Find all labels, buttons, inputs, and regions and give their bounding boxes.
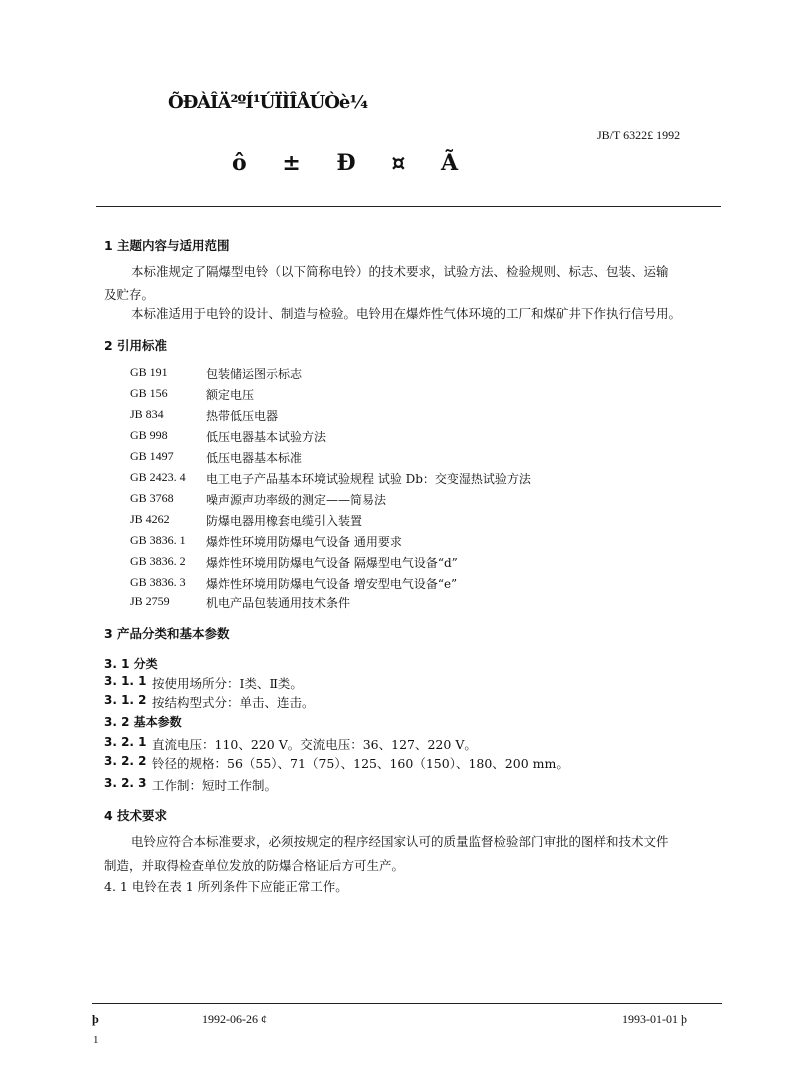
clause-3-1-1-number: 3. 1. 1 xyxy=(104,674,147,688)
reference-code: GB 191 xyxy=(130,365,168,379)
section-1-paragraph-2: 本标准适用于电铃的设计、制造与检验。电铃用在爆炸性气体环境的工厂和煤矿井下作执行信号用。 xyxy=(131,306,682,321)
section-4-paragraph-line-1: 电铃应符合本标准要求，必须按规定的程序经国家认可的质量监督检验部门审批的图样和技术文件 xyxy=(131,834,669,849)
section-1-heading: 1 主题内容与适用范围 xyxy=(104,238,230,253)
reference-code: GB 3836. 2 xyxy=(130,554,186,568)
reference-title: 电工电子产品基本环境试验规程 试验 Db：交变湿热试验方法 xyxy=(206,472,531,486)
reference-code: GB 998 xyxy=(130,428,168,442)
reference-title: 防爆电器用橡套电缆引入装置 xyxy=(206,514,363,528)
section-2-heading: 2 引用标准 xyxy=(104,338,168,353)
footer-divider xyxy=(92,1003,722,1004)
reference-code: JB 834 xyxy=(130,407,164,421)
reference-code: GB 3836. 1 xyxy=(130,533,186,547)
standard-number: JB/T 6322£ 1992 xyxy=(597,128,681,142)
footer-issuer-mark: þ xyxy=(92,1012,99,1026)
reference-code: JB 2759 xyxy=(130,594,170,608)
implementation-date: 1993-01-01 þ xyxy=(622,1012,687,1026)
header-divider xyxy=(96,206,721,207)
section-3-heading: 3 产品分类和基本参数 xyxy=(104,626,230,641)
clause-3-1-1-text: 按使用场所分：Ⅰ类、Ⅱ类。 xyxy=(152,676,303,691)
section-4-paragraph-line-2: 制造，并取得检查单位发放的防爆合格证后方可生产。 xyxy=(104,858,405,873)
reference-title: 低压电器基本标准 xyxy=(206,451,303,465)
reference-title: 机电产品包装通用技术条件 xyxy=(206,596,351,610)
clause-3-2-2-number: 3. 2. 2 xyxy=(104,754,147,768)
reference-code: JB 4262 xyxy=(130,512,170,526)
clause-3-2-1-number: 3. 2. 1 xyxy=(104,735,147,749)
page-number: 1 xyxy=(93,1034,99,1046)
clause-3-1-2-text: 按结构型式分：单击、连击。 xyxy=(152,695,315,710)
section-3-2-heading: 3. 2 基本参数 xyxy=(104,715,182,729)
section-4-heading: 4 技术要求 xyxy=(104,808,168,823)
reference-title: 爆炸性环境用防爆电气设备 隔爆型电气设备“d” xyxy=(206,556,458,570)
reference-title: 爆炸性环境用防爆电气设备 增安型电气设备“e” xyxy=(206,577,458,591)
garbled-issuer-title: ÕÐÀÎÄ²ºÍ¹ÚÏÌÎÅÚÒè¼ xyxy=(168,92,368,113)
reference-code: GB 156 xyxy=(130,386,168,400)
reference-title: 额定电压 xyxy=(206,388,255,402)
clause-4-1: 4. 1 电铃在表 1 所列条件下应能正常工作。 xyxy=(104,879,348,894)
reference-code: GB 1497 xyxy=(130,449,174,463)
reference-code: GB 3836. 3 xyxy=(130,575,186,589)
section-1-paragraph-1-line-1: 本标准规定了隔爆型电铃（以下简称电铃）的技术要求，试验方法、检验规则、标志、包装、运输 xyxy=(131,264,669,279)
clause-3-2-3-text: 工作制：短时工作制。 xyxy=(152,778,278,793)
clause-3-1-2-number: 3. 1. 2 xyxy=(104,693,147,707)
reference-title: 爆炸性环境用防爆电气设备 通用要求 xyxy=(206,535,402,549)
reference-code: GB 3768 xyxy=(130,491,174,505)
clause-3-2-2-text: 铃径的规格：56（55）、71（75）、125、160（150）、180、200 mm。 xyxy=(152,756,569,771)
garbled-standard-name: ô ± Ð ¤ Ã xyxy=(232,150,459,176)
reference-title: 噪声源声功率级的测定——简易法 xyxy=(206,493,387,507)
reference-title: 包装储运图示标志 xyxy=(206,367,303,381)
clause-3-2-1-text: 直流电压：110、220 V。交流电压：36、127、220 V。 xyxy=(152,737,477,752)
section-3-1-heading: 3. 1 分类 xyxy=(104,657,158,671)
section-1-paragraph-1-line-2: 及贮存。 xyxy=(104,287,155,302)
reference-code: GB 2423. 4 xyxy=(130,470,186,484)
reference-title: 热带低压电器 xyxy=(206,409,279,423)
clause-3-2-3-number: 3. 2. 3 xyxy=(104,776,147,790)
reference-title: 低压电器基本试验方法 xyxy=(206,430,327,444)
approval-date: 1992-06-26 ¢ xyxy=(202,1012,267,1026)
